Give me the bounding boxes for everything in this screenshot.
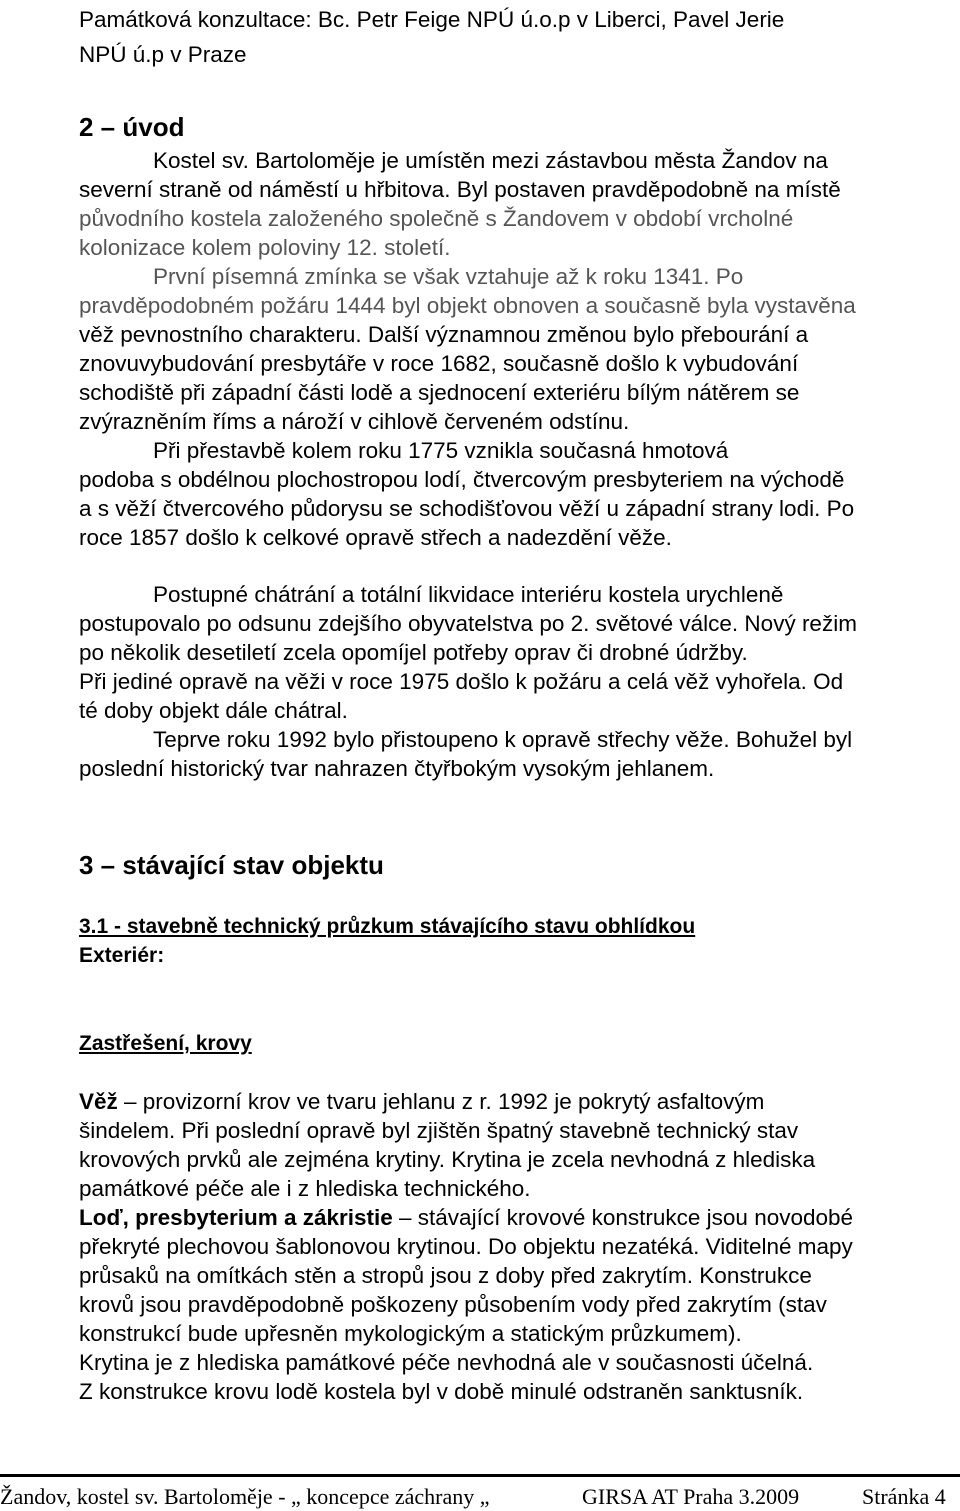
paragraph-line: Při jediné opravě na věži v roce 1975 došlo k požáru a celá věž vyhořela. Od [79,669,844,694]
paragraph-line: schodiště při západní části lodě a sjednocení exteriéru bílým nátěrem se [79,380,800,405]
paragraph-line: První písemná zmínka se však vztahuje až k roku 1341. Po [153,264,744,289]
footer-page-number: Stránka 4 [862,1484,946,1509]
exterior-label: Exteriér: [79,944,165,967]
paragraph-line: severní straně od náměstí u hřbitova. Byl postaven pravděpodobně na místě [79,177,841,202]
footer-rule [0,1474,960,1477]
paragraph-line: roce 1857 došlo k celkové opravě střech a nadezdění věže. [79,525,672,550]
paragraph-line: a s věží čtvercového půdorysu se schodišťovou věží u západní strany lodi. Po [79,496,855,521]
paragraph-line: kolonizace kolem poloviny 12. století. [79,235,451,260]
paragraph-line: krovů jsou pravděpodobně poškozeny působením vody před zakrytím (stav [79,1292,827,1317]
nave-paragraph-line-1 [79,1203,853,1232]
paragraph-line: postupovalo po odsunu zdejšího obyvatelstva po 2. světové válce. Nový režim [79,611,857,636]
paragraph-line: šindelem. Při poslední opravě byl zjištěn špatný stavebně technický stav [79,1118,799,1143]
paragraph-line: té doby objekt dále chátral. [79,698,348,723]
paragraph-line: konstrukcí bude upřesněn mykologickým a statickým průzkumem). [79,1321,742,1346]
nave-term: Loď, presbyterium a zákristie [79,1205,393,1230]
paragraph-line: znovuvybudování presbytáře v roce 1682, současně došlo k vybudování [79,351,799,376]
paragraph-line: překryté plechovou šablonovou krytinou. Do objektu nezatéká. Viditelné mapy [79,1234,853,1259]
footer-middle: GIRSA AT Praha 3.2009 [582,1484,800,1509]
consultation-line-1: Památková konzultace: Bc. Petr Feige NPÚ ú.o.p v Liberci, Pavel Jerie [79,7,785,32]
paragraph-line: pravděpodobném požáru 1444 byl objekt obnoven a současně byla vystavěna [79,293,856,318]
paragraph-line: poslední historický tvar nahrazen čtyřbokým vysokým jehlanem. [79,756,715,781]
paragraph-line: původního kostela založeného společně s Žandovem v období vrcholné [79,206,794,231]
consultation-line-2: NPÚ ú.p v Praze [79,42,247,67]
paragraph-line: Z konstrukce krovu lodě kostela byl v době minulé odstraněn sanktusník. [79,1379,804,1404]
paragraph-line: památkové péče ale i z hlediska technického. [79,1176,531,1201]
roof-label: Zastřešení, krovy [79,1032,252,1055]
paragraph-line: zvýrazněním říms a nároží v cihlově červeném odstínu. [79,409,630,434]
nave-text: – stávající krovové konstrukce jsou novodobé [392,1205,854,1230]
paragraph-line: po několik desetiletí zcela opomíjel potřeby oprav či drobné údržby. [79,640,748,665]
tower-paragraph-line-1 [79,1087,764,1116]
paragraph-line: Teprve roku 1992 bylo přistoupeno k opravě střechy věže. Bohužel byl [153,727,853,752]
tower-text: – provizorní krov ve tvaru jehlanu z r. 1992 je pokrytý asfaltovým [117,1089,765,1114]
paragraph-line: Kostel sv. Bartoloměje je umístěn mezi zástavbou města Žandov na [153,148,828,173]
paragraph-line: Při přestavbě kolem roku 1775 vznikla současná hmotová [153,438,729,463]
section-2-heading: 2 – úvod [79,112,185,142]
paragraph-line: krovových prvků ale zejména krytiny. Krytina je zcela nevhodná z hlediska [79,1147,816,1172]
footer-left: Žandov, kostel sv. Bartoloměje - „ koncepce záchrany „ [0,1484,490,1509]
paragraph-line: průsaků na omítkách stěn a stropů jsou z doby před zakrytím. Konstrukce [79,1263,812,1288]
paragraph-line: Krytina je z hlediska památkové péče nevhodná ale v současnosti účelná. [79,1350,814,1375]
section-3-1-subheading: 3.1 - stavebně technický průzkum stávajícího stavu obhlídkou [79,915,696,938]
paragraph-line: věž pevnostního charakteru. Další významnou změnou bylo přebourání a [79,322,809,347]
paragraph-line: podoba s obdélnou plochostropou lodí, čtvercovým presbyteriem na východě [79,467,845,492]
section-3-heading: 3 – stávající stav objektu [79,850,384,880]
paragraph-line: Postupné chátrání a totální likvidace interiéru kostela urychleně [153,582,784,607]
tower-term: Věž [79,1089,118,1114]
